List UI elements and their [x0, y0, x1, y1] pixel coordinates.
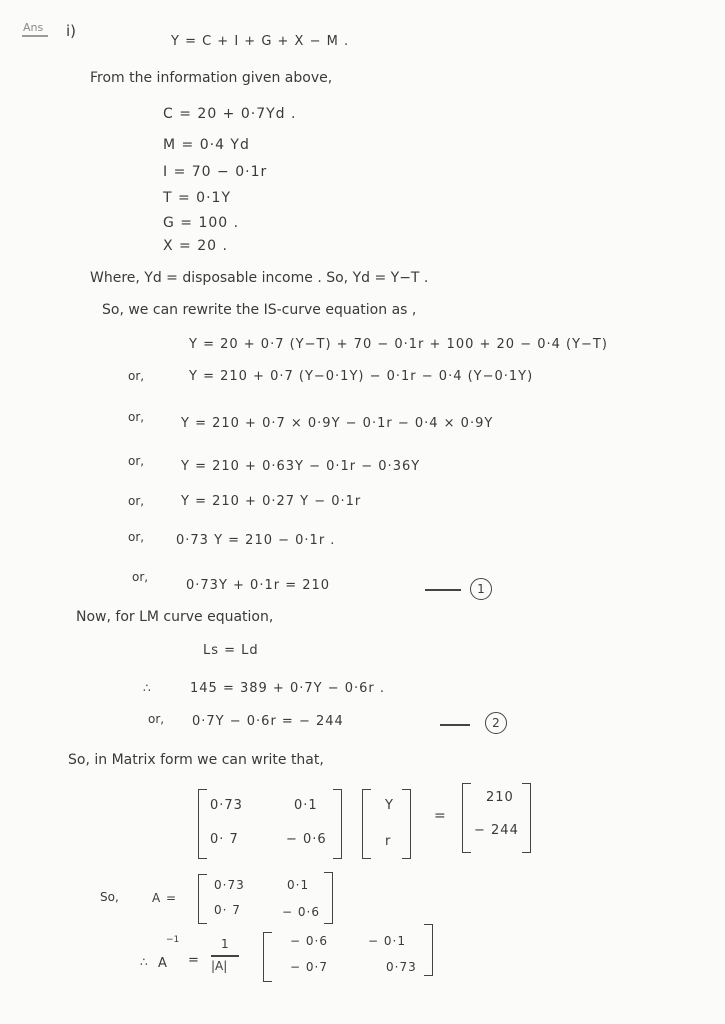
or-prefix: or,	[148, 712, 165, 726]
bracket-right	[424, 924, 433, 976]
matrix-cell: 0·73	[214, 878, 245, 892]
is-step-4: Y = 210 + 0·63Y − 0·1r − 0·36Y	[181, 459, 421, 474]
equals-sign: =	[188, 953, 199, 968]
fraction-denominator: |A|	[211, 959, 228, 973]
matrix-cell: − 0·1	[368, 934, 406, 948]
matrix-cell: 0·73	[210, 798, 243, 813]
or-prefix: or,	[128, 530, 145, 544]
bracket-right	[402, 789, 411, 859]
investment-equation: I = 70 − 0·1r	[163, 164, 268, 180]
bracket-left	[362, 789, 371, 859]
imports-equation: M = 0·4 Yd	[163, 137, 250, 153]
equation-dash	[440, 724, 470, 726]
identity-equation: Y = C + I + G + X − M .	[171, 34, 350, 49]
where-line: Where, Yd = disposable income . So, Yd = Y−T .	[90, 270, 429, 286]
or-prefix: or,	[132, 570, 149, 584]
matrix-cell: 0· 7	[214, 903, 241, 917]
consumption-equation: C = 20 + 0·7Yd .	[163, 106, 297, 122]
equals-sign: =	[434, 808, 447, 824]
or-prefix: or,	[128, 410, 145, 424]
therefore-prefix: ∴	[140, 955, 148, 969]
bracket-right	[333, 789, 342, 859]
bracket-left	[198, 789, 207, 859]
is-step-5: Y = 210 + 0·27 Y − 0·1r	[181, 494, 362, 509]
rewrite-line: So, we can rewrite the IS-curve equation as ,	[102, 302, 417, 318]
bracket-left	[198, 874, 207, 924]
ans-underline	[22, 35, 48, 37]
bracket-right	[522, 783, 531, 853]
inverse-superscript: −1	[166, 935, 180, 945]
matrix-cell: − 0·7	[290, 960, 328, 974]
is-step-3: Y = 210 + 0·7 × 0·9Y − 0·1r − 0·4 × 0·9Y	[181, 416, 494, 431]
part-label: i)	[66, 22, 77, 40]
government-equation: G = 100 .	[163, 215, 240, 231]
matrix-cell: 0·1	[287, 878, 310, 892]
lm-step-1: Ls = Ld	[203, 643, 259, 658]
ans-label: Ans	[23, 21, 44, 34]
lm-step-2: 145 = 389 + 0·7Y − 0·6r .	[190, 681, 385, 696]
matrix-intro-line: So, in Matrix form we can write that,	[68, 752, 324, 768]
intro-line: From the information given above,	[90, 70, 333, 86]
bracket-left	[462, 783, 471, 853]
matrix-cell: − 0·6	[282, 905, 320, 919]
equation-dash	[425, 589, 461, 591]
vector-cell: 210	[486, 790, 514, 805]
is-step-2: Y = 210 + 0·7 (Y−0·1Y) − 0·1r − 0·4 (Y−0·1Y)	[189, 369, 534, 384]
equation-number-1: 1	[470, 578, 492, 600]
inverse-label: A	[158, 956, 167, 971]
bracket-right	[324, 872, 333, 924]
is-step-6: 0·73 Y = 210 − 0·1r .	[176, 533, 336, 548]
vector-cell: − 244	[474, 823, 519, 838]
vector-cell: Y	[385, 798, 394, 813]
matrix-cell: 0·1	[294, 798, 318, 813]
fraction-numerator: 1	[221, 937, 229, 951]
so-prefix: So,	[100, 890, 119, 904]
or-prefix: or,	[128, 454, 145, 468]
vector-cell: r	[385, 834, 392, 849]
matrix-cell: − 0·6	[290, 934, 328, 948]
matrix-cell: 0·73	[386, 960, 417, 974]
or-prefix: or,	[128, 369, 145, 383]
matrix-cell: 0· 7	[210, 832, 239, 847]
matrix-cell: − 0·6	[286, 832, 327, 847]
lm-step-3: 0·7Y − 0·6r = − 244	[192, 714, 344, 729]
or-prefix: or,	[128, 494, 145, 508]
therefore-prefix: ∴	[143, 681, 151, 695]
bracket-left	[263, 932, 272, 982]
matrix-a-label: A =	[152, 891, 178, 905]
lm-intro-line: Now, for LM curve equation,	[76, 609, 274, 625]
tax-equation: T = 0·1Y	[163, 190, 231, 206]
exports-equation: X = 20 .	[163, 238, 228, 254]
fraction-bar	[211, 955, 239, 957]
equation-number-2: 2	[485, 712, 507, 734]
is-step-7: 0·73Y + 0·1r = 210	[186, 578, 331, 593]
is-step-1: Y = 20 + 0·7 (Y−T) + 70 − 0·1r + 100 + 20 − 0·4 (Y−T)	[189, 337, 608, 352]
